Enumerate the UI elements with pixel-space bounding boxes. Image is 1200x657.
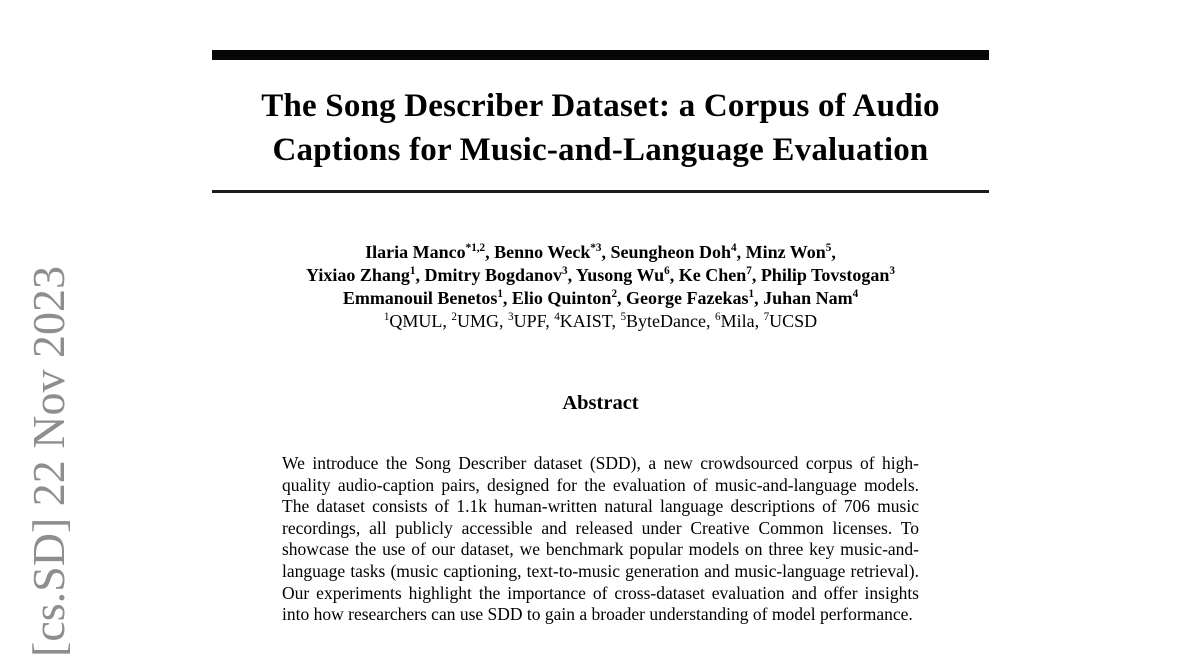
author-separator: , [736, 242, 746, 262]
paper-title [212, 84, 989, 172]
author-affil-sup: 7 [746, 265, 752, 277]
affiliation-sup: 4 [554, 311, 560, 323]
affiliation-name: ByteDance [626, 311, 706, 331]
paper-title-line1: The Song Describer Dataset: a Corpus of Audio [261, 88, 940, 124]
affiliation-separator: , [754, 311, 764, 331]
abstract-text: We introduce the Song Describer dataset (SDD), a new crowdsourced corpus of high-quality audio-caption pairs, designed for the evaluation of music-and-language models. The dataset consists of 1.1k human-written natural language descriptions of 706 music recordings, all publicly accessible and released under Creative Common licenses. To showcase the use of our dataset, we benchmark popular models on three key music-and-language tasks (music captioning, text-to-music generation and music-language retrieval). Our experiments highlight the importance of cross-dataset evaluation and offer insights into how researchers can use SDD to gain a broader understanding of model performance. [282, 453, 919, 625]
author-separator: , [502, 288, 512, 308]
paper-title-line2: Captions for Music-and-Language Evaluation [272, 132, 929, 168]
author-affil-sup: 1 [497, 288, 503, 300]
author [626, 288, 763, 308]
author [424, 265, 575, 285]
affiliation-separator: , [545, 311, 555, 331]
author-separator: , [415, 265, 425, 285]
affiliation [764, 311, 818, 331]
author-name: Ilaria Manco [365, 242, 466, 262]
affiliation-separator: , [611, 311, 621, 331]
author-name: Emmanouil Benetos [342, 288, 498, 308]
author-affil-sup: *1,2 [465, 242, 486, 254]
affiliation-separator: , [499, 311, 509, 331]
affiliation [715, 311, 764, 331]
author-name: Dmitry Bogdanov [424, 265, 562, 285]
affiliation-sup: 1 [383, 311, 390, 323]
affiliation [620, 311, 715, 331]
affiliation [451, 311, 508, 331]
title-rule-bottom [212, 190, 989, 193]
affiliation-name: KAIST [559, 311, 612, 331]
author-name: Juhan Nam [763, 288, 853, 308]
affiliation-name: Mila [720, 311, 755, 331]
affiliation [384, 311, 452, 331]
abstract-heading: Abstract [562, 392, 639, 414]
author-separator: , [617, 288, 627, 308]
author-affil-sup: 1 [409, 265, 416, 277]
author-name: Minz Won [745, 242, 826, 262]
author [494, 242, 610, 262]
author [512, 288, 626, 308]
author-name: Elio Quinton [511, 288, 612, 308]
affiliation-sup: 6 [714, 311, 721, 323]
author-name: George Fazekas [626, 288, 749, 308]
authors-line-3 [162, 287, 1039, 310]
author [365, 242, 494, 262]
author-affil-sup: 4 [852, 288, 859, 300]
author-name: Benno Weck [494, 242, 591, 262]
affiliation-name: UPF [513, 311, 546, 331]
author-affil-sup: 3 [889, 265, 895, 277]
affiliation-sup: 2 [451, 311, 457, 323]
author [306, 265, 424, 285]
affiliation-separator: , [442, 311, 452, 331]
affiliation-name: UMG [457, 311, 500, 331]
author-separator: , [831, 242, 836, 262]
author-separator: , [751, 265, 761, 285]
affiliation [508, 311, 554, 331]
author-affil-sup: 5 [825, 242, 832, 254]
title-rule-top [212, 50, 989, 60]
affiliation-sup: 7 [763, 311, 770, 323]
affiliation-sup: 3 [508, 311, 514, 323]
author-separator: , [485, 242, 495, 262]
author-affil-sup: 1 [748, 288, 755, 300]
affiliation-separator: , [705, 311, 715, 331]
author-affil-sup: 2 [611, 288, 618, 300]
author-affil-sup: 6 [664, 265, 670, 277]
author-affil-sup: 4 [731, 242, 737, 254]
arxiv-stamp-vertical-text: [cs.SD] 22 Nov 2023 [23, 266, 74, 657]
author-affil-sup: *3 [590, 242, 602, 254]
author [576, 265, 679, 285]
author-name: Ke Chen [678, 265, 747, 285]
author-name: Philip Tovstogan [760, 265, 890, 285]
author-separator: , [754, 288, 764, 308]
author [610, 242, 745, 262]
author-name: Yusong Wu [575, 265, 665, 285]
affiliation-name: QMUL [389, 311, 443, 331]
author-separator: , [601, 242, 611, 262]
author [763, 288, 858, 308]
authors-line-2 [162, 264, 1039, 287]
affiliation [554, 311, 620, 331]
authors-block [162, 241, 1039, 333]
author-name: Yixiao Zhang [306, 265, 410, 285]
author-separator: , [567, 265, 576, 285]
author [761, 265, 895, 285]
author-affil-sup: 3 [562, 265, 568, 277]
author-name: Seungheon Doh [610, 242, 732, 262]
affiliation-name: UCSD [769, 311, 818, 331]
author [746, 242, 836, 262]
affiliation-sup: 5 [620, 311, 627, 323]
authors-line-1 [162, 241, 1039, 264]
author [343, 288, 512, 308]
affiliations-line [162, 310, 1039, 333]
author-separator: , [669, 265, 679, 285]
author [679, 265, 761, 285]
